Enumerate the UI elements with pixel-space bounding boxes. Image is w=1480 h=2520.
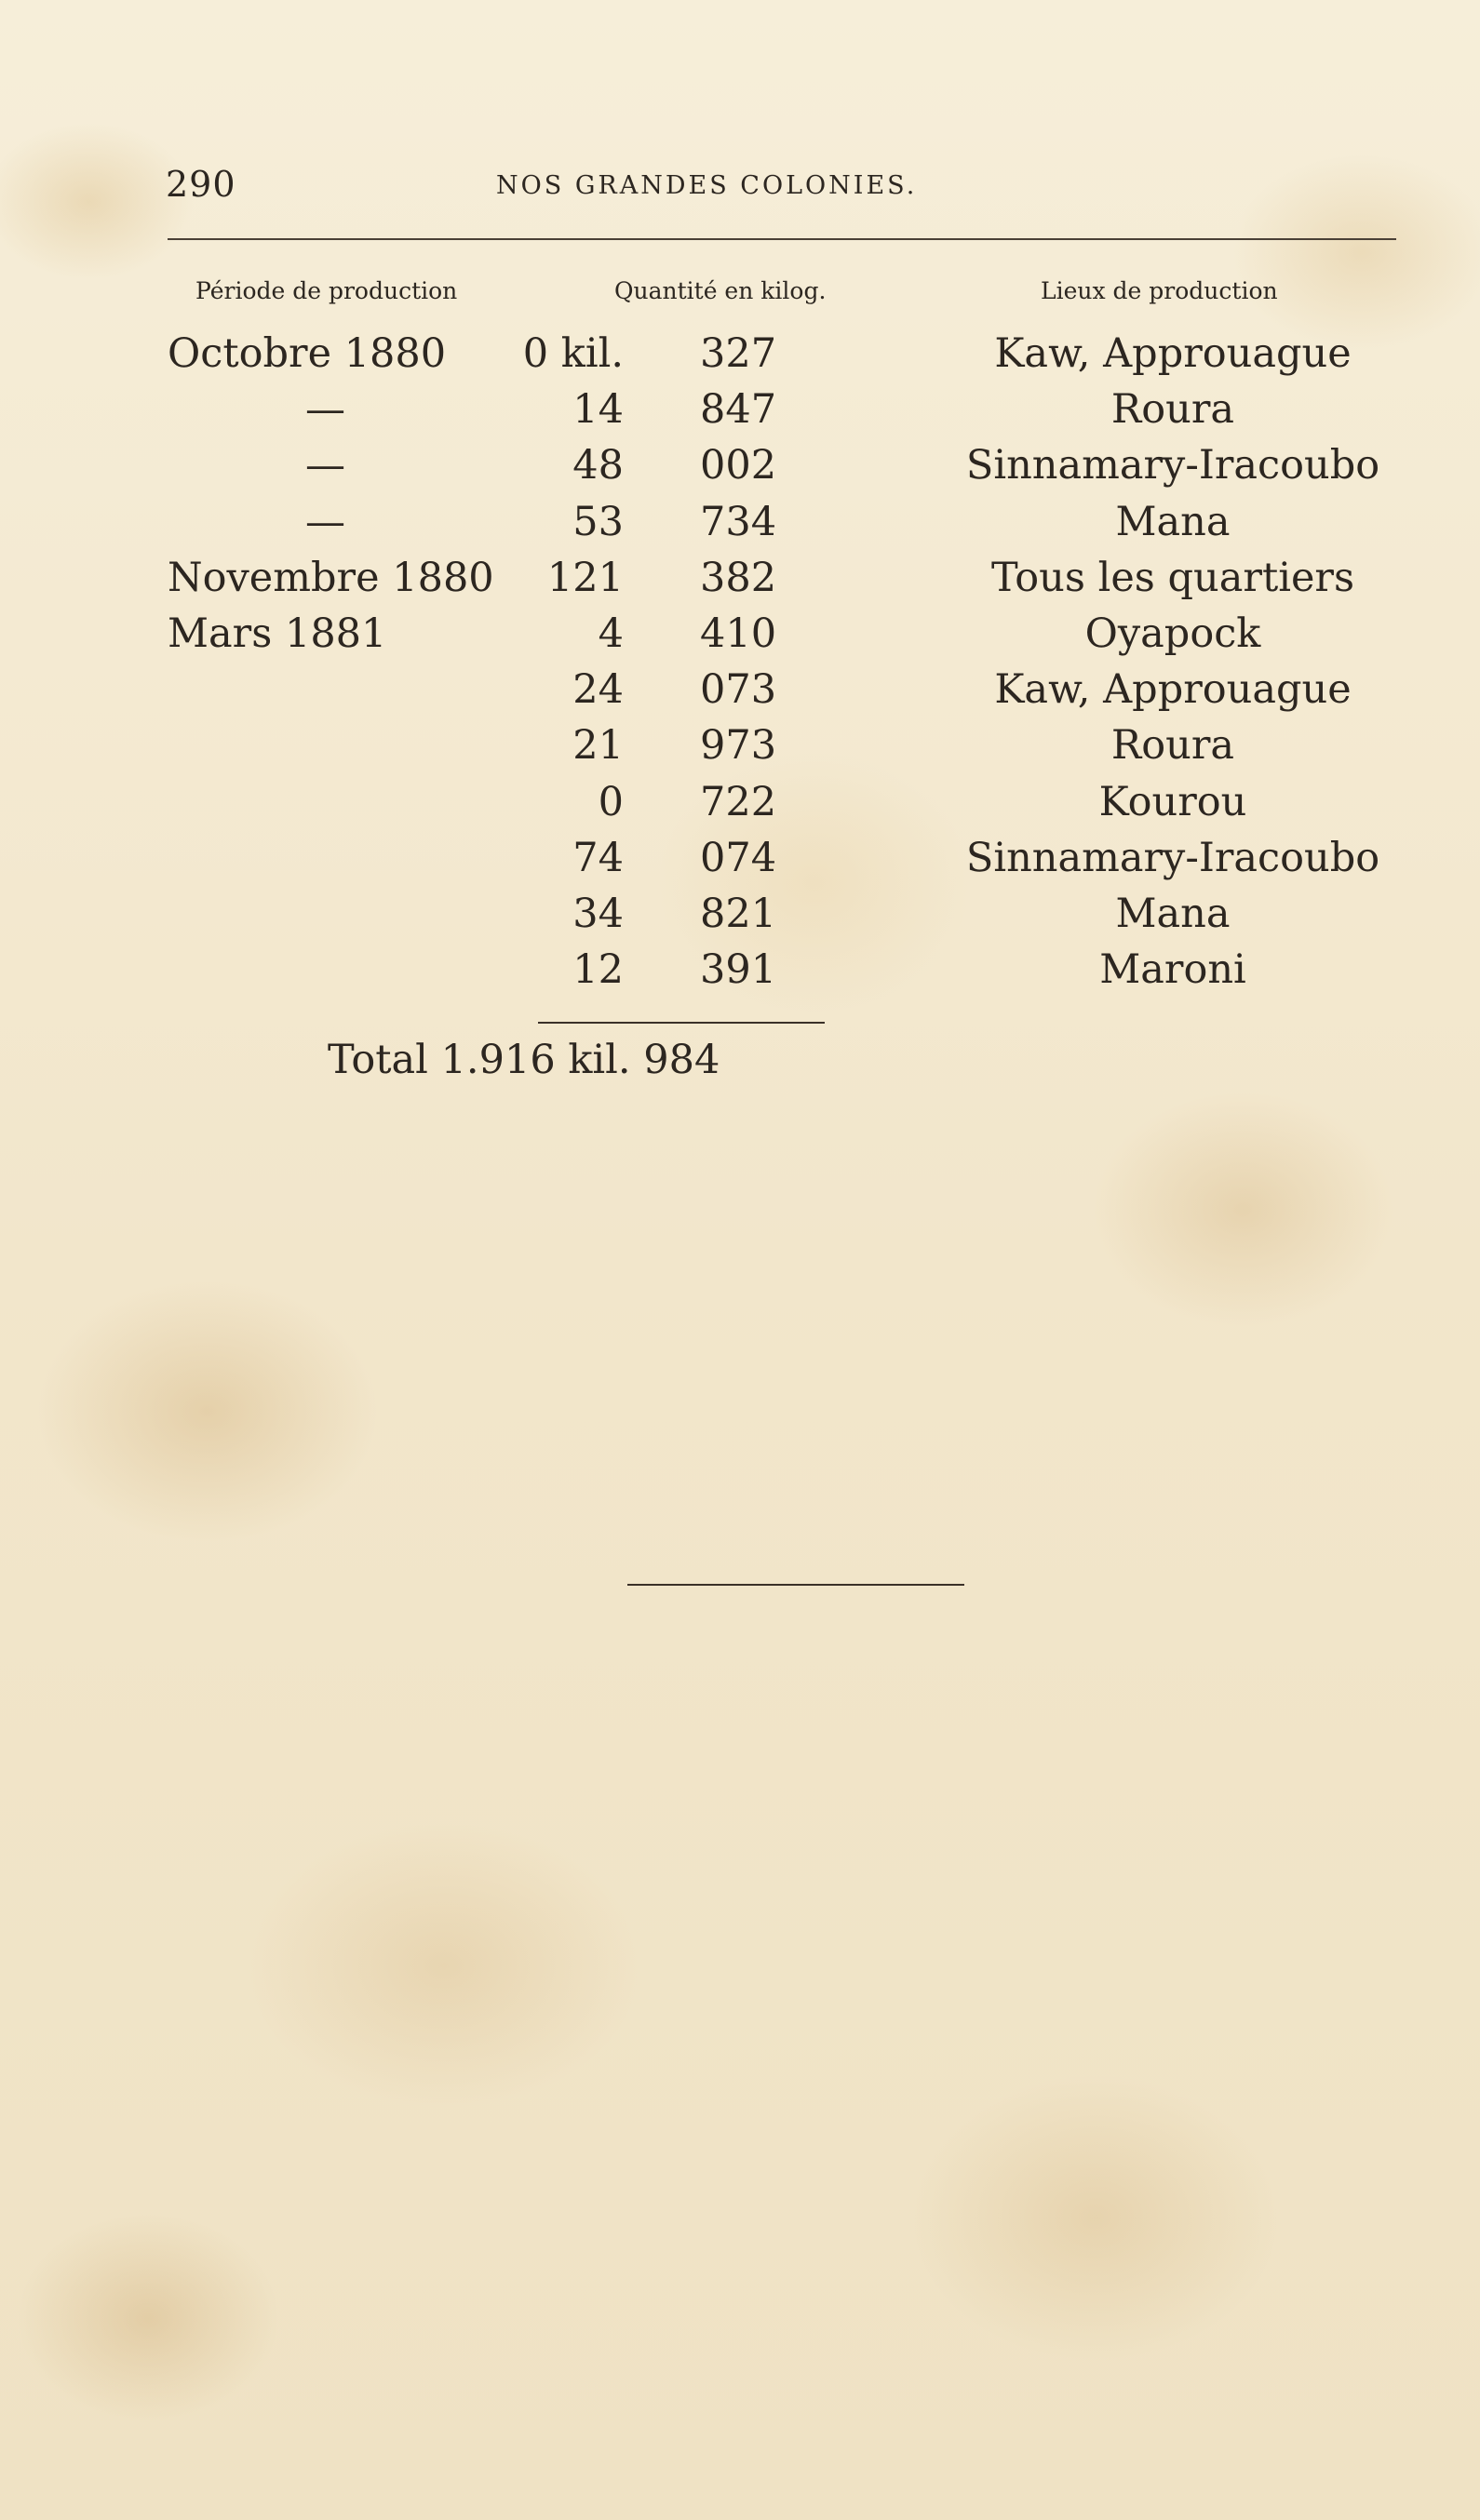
page-header <box>166 164 1385 220</box>
place-cell: Kaw, Approuague <box>994 666 1352 714</box>
table-row <box>0 662 1480 717</box>
grams-cell: 073 <box>700 666 777 714</box>
grams-cell: 327 <box>700 330 777 377</box>
period-cell: — <box>305 498 345 545</box>
grams-cell: 002 <box>700 442 777 489</box>
column-header-quantity: Quantité en kilog. <box>614 277 827 304</box>
place-cell: Roura <box>1110 722 1235 770</box>
page-number: 290 <box>166 164 236 205</box>
table-row <box>0 437 1480 493</box>
place-cell: Tous les quartiers <box>990 554 1355 601</box>
period-cell: — <box>305 442 345 489</box>
place-cell: Kaw, Approuague <box>994 330 1352 377</box>
kilograms-cell: 53 <box>572 498 624 545</box>
grams-cell: 382 <box>700 554 777 601</box>
table-row <box>0 830 1480 886</box>
column-header-period: Période de production <box>195 277 458 304</box>
total-rule <box>538 1022 825 1024</box>
place-cell: Maroni <box>1099 946 1246 994</box>
kilograms-cell: 48 <box>572 442 624 489</box>
kilograms-cell: 12 <box>572 946 624 994</box>
grams-cell: 722 <box>700 778 777 825</box>
place-cell: Sinnamary-Iracoubo <box>965 442 1380 489</box>
period-cell: Mars 1881 <box>168 610 387 657</box>
table-row <box>0 942 1480 998</box>
period-cell: Octobre 1880 <box>168 330 447 377</box>
column-header-places: Lieux de production <box>1041 277 1278 304</box>
total-label: Total <box>328 1037 428 1083</box>
kilograms-cell: 34 <box>572 890 624 937</box>
kilograms-cell: 21 <box>572 722 624 770</box>
period-cell: — <box>305 386 345 434</box>
table-row <box>0 717 1480 773</box>
kilograms-cell: 4 <box>598 610 624 657</box>
grams-cell: 821 <box>700 890 777 937</box>
kilograms-cell: 0 kil. <box>522 330 624 377</box>
kilograms-cell: 14 <box>572 386 624 434</box>
column-headers <box>0 277 1480 315</box>
table-row <box>0 326 1480 382</box>
total-row <box>328 1037 720 1083</box>
header-rule <box>168 238 1396 240</box>
table-row <box>0 382 1480 437</box>
total-value: 1.916 kil. 984 <box>440 1037 720 1083</box>
grams-cell: 973 <box>700 722 777 770</box>
place-cell: Sinnamary-Iracoubo <box>965 834 1380 881</box>
table-row <box>0 550 1480 606</box>
place-cell: Mana <box>1115 890 1231 937</box>
grams-cell: 410 <box>700 610 777 657</box>
grams-cell: 074 <box>700 834 777 881</box>
table-row <box>0 774 1480 830</box>
production-table <box>0 326 1480 998</box>
table-row <box>0 606 1480 662</box>
grams-cell: 391 <box>700 946 777 994</box>
grams-cell: 734 <box>700 498 777 545</box>
kilograms-cell: 0 <box>598 778 624 825</box>
place-cell: Roura <box>1110 386 1235 434</box>
running-title: NOS GRANDES COLONIES. <box>496 171 918 200</box>
kilograms-cell: 121 <box>546 554 624 601</box>
place-cell: Mana <box>1115 498 1231 545</box>
grams-cell: 847 <box>700 386 777 434</box>
place-cell: Oyapock <box>1084 610 1261 657</box>
kilograms-cell: 74 <box>572 834 624 881</box>
table-row <box>0 494 1480 550</box>
place-cell: Kourou <box>1098 778 1247 825</box>
table-row <box>0 886 1480 942</box>
period-cell: Novembre 1880 <box>168 554 494 601</box>
section-end-rule <box>627 1584 964 1586</box>
kilograms-cell: 24 <box>572 666 624 714</box>
